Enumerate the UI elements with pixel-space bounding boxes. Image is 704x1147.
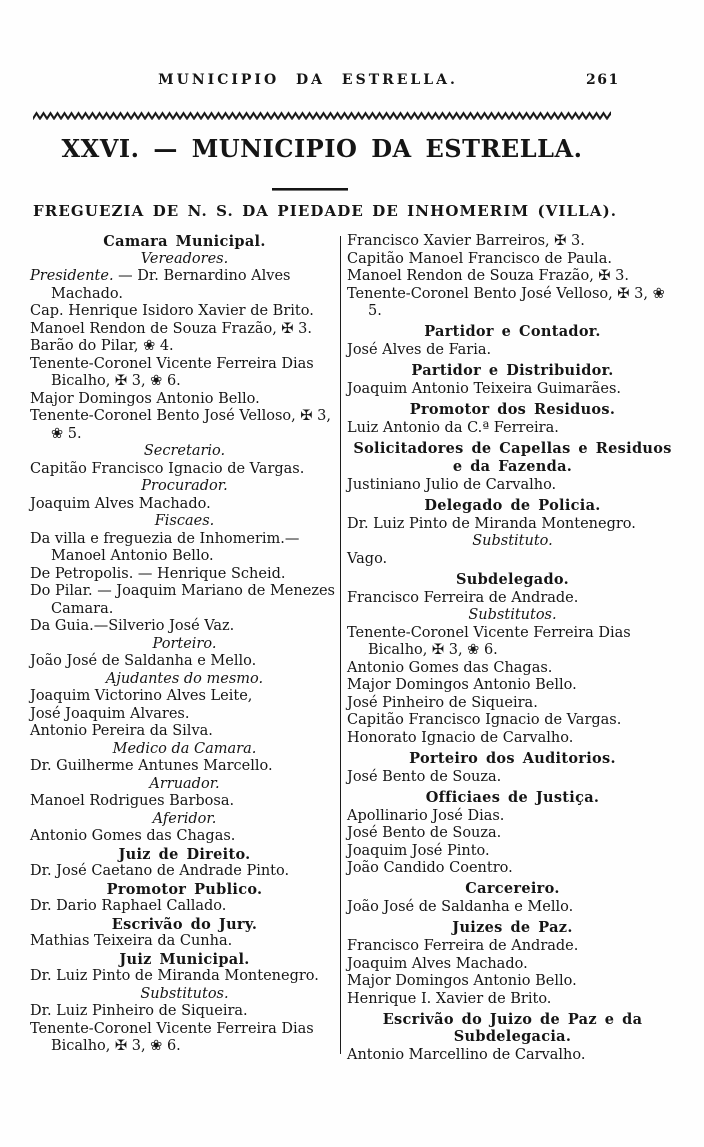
directory-entry: Major Domingos Antonio Bello.	[347, 973, 577, 989]
directory-entry: João José de Saldanha e Mello.	[347, 899, 574, 915]
directory-entry: Dr. Luiz Pinheiro de Siqueira.	[30, 1003, 248, 1019]
directory-entry: Capitão Francisco Ignacio de Vargas.	[347, 712, 622, 728]
directory-entry: Honorato Ignacio de Carvalho.	[347, 729, 574, 746]
directory-entry: Tenente-Coronel Bento José Velloso, ✠ 3, ❀ 5.	[347, 285, 665, 319]
directory-entry: Mathias Teixeira da Cunha.	[30, 933, 233, 949]
directory-entry: Da Guia.—Silverio José Vaz.	[30, 618, 235, 634]
entry-text: — Dr. Bernardino Alves Machado.	[51, 268, 291, 302]
directory-entry: Joaquim Alves Machado.	[30, 495, 211, 512]
directory-entry: José Bento de Souza.	[347, 825, 502, 841]
directory-entry: Vago.	[347, 550, 388, 567]
directory-entry: Manoel Rendon de Souza Frazão, ✠ 3.	[347, 268, 630, 284]
directory-entry	[30, 268, 339, 303]
directory-entry: Francisco Xavier Barreiros, ✠ 3.	[347, 233, 585, 249]
directory-entry: Dr. Luiz Pinto de Miranda Montenegro.	[30, 968, 319, 984]
chapter-title: XXVI. — MUNICIPIO DA ESTRELLA.	[61, 134, 583, 163]
directory-entry: José Alves de Faria.	[347, 342, 492, 358]
directory-entry: Manoel Rodrigues Barbosa.	[30, 793, 235, 809]
office-heading: Juiz de Direito.	[118, 845, 251, 863]
office-subheading: Substituto.	[472, 533, 553, 549]
directory-entry: Henrique I. Xavier de Brito.	[347, 990, 552, 1007]
column-divider	[340, 236, 341, 1054]
office-subheading: Substitutos.	[140, 985, 229, 1002]
right-column	[347, 233, 678, 1065]
office-heading: Escrivão do Jury.	[111, 915, 258, 933]
directory-entry: Tenente-Coronel Bento José Velloso, ✠ 3, ❀ 5.	[30, 408, 331, 442]
directory-entry: José Pinheiro de Siqueira.	[347, 694, 538, 711]
directory-entry: Antonio Pereira da Silva.	[30, 723, 213, 739]
office-subheading: Procurador.	[141, 478, 228, 494]
office-heading: Partidor e Contador.	[424, 323, 601, 340]
directory-entry: Apollinario José Dias.	[347, 807, 505, 824]
directory-entry: Dr. Luiz Pinto de Miranda Montenegro.	[347, 515, 636, 532]
office-subheading: Arruador.	[149, 775, 220, 792]
zigzag-divider-ornament	[33, 111, 611, 121]
directory-entry: Dr. Guilherme Antunes Marcello.	[30, 758, 273, 774]
directory-entry: Manoel Rendon de Souza Frazão, ✠ 3.	[30, 320, 313, 337]
page-number: 261	[586, 72, 620, 88]
office-heading: Juiz Municipal.	[119, 950, 250, 968]
directory-entry: João Candido Coentro.	[347, 860, 513, 876]
directory-entry: Dr. Dario Raphael Callado.	[30, 898, 227, 914]
directory-entry: José Bento de Souza.	[347, 768, 502, 785]
office-heading: Escrivão do Juizo de Paz e da Subdelegacia.	[382, 1010, 643, 1045]
office-subheading: Secretario.	[143, 443, 226, 459]
directory-entry: De Petropolis. — Henrique Scheid.	[30, 565, 286, 582]
directory-entry: Joaquim José Pinto.	[347, 842, 490, 859]
directory-entry: Justiniano Julio de Carvalho.	[347, 476, 557, 493]
directory-entry: João José de Saldanha e Mello.	[30, 653, 257, 669]
office-heading: Partidor e Distribuidor.	[411, 362, 614, 379]
directory-entry: Joaquim Alves Machado.	[347, 955, 528, 972]
directory-entry: Antonio Marcellino de Carvalho.	[347, 1047, 586, 1063]
directory-entry: Tenente-Coronel Vicente Ferreira Dias Bicalho, ✠ 3, ❀ 6.	[347, 624, 631, 658]
office-heading: Porteiro dos Auditorios.	[409, 749, 616, 767]
directory-entry: Francisco Ferreira de Andrade.	[347, 589, 579, 606]
directory-entry: Major Domingos Antonio Bello.	[30, 390, 260, 407]
directory-entry: Capitão Manoel Francisco de Paula.	[347, 250, 612, 267]
directory-entry: Francisco Ferreira de Andrade.	[347, 938, 579, 954]
directory-entry: Cap. Henrique Isidoro Xavier de Brito.	[30, 303, 314, 319]
directory-entry: Luiz Antonio da C.ª Ferreira.	[347, 420, 559, 436]
office-subheading: Porteiro.	[152, 635, 217, 652]
office-heading: Carcereiro.	[465, 880, 560, 897]
office-heading: Juizes de Paz.	[452, 919, 573, 936]
section-title: FREGUEZIA DE N. S. DA PIEDADE DE INHOMERIM (VILLA).	[33, 202, 618, 220]
title-rule-divider	[272, 188, 348, 191]
entry-role-lead: Presidente.	[30, 268, 114, 284]
directory-entry: Dr. José Caetano de Andrade Pinto.	[30, 863, 290, 879]
left-column	[30, 233, 339, 1056]
office-heading: Subdelegado.	[456, 570, 569, 588]
office-subheading: Ajudantes do mesmo.	[105, 670, 264, 687]
running-header: MUNICIPIO DA ESTRELLA.	[158, 72, 458, 88]
directory-entry: Capitão Francisco Ignacio de Vargas.	[30, 460, 305, 477]
office-heading: Officiaes de Justiça.	[425, 788, 600, 806]
office-subheading: Vereadores.	[140, 250, 229, 267]
office-subheading: Aferidor.	[152, 810, 217, 827]
directory-entry: Antonio Gomes das Chagas.	[347, 659, 553, 676]
office-subheading: Fiscaes.	[154, 513, 215, 529]
directory-entry: Tenente-Coronel Vicente Ferreira Dias Bicalho, ✠ 3, ❀ 6.	[30, 355, 314, 389]
office-heading: Solicitadores de Capellas e Residuos e da Fazenda.	[353, 440, 672, 475]
directory-entry: Joaquim Antonio Teixeira Guimarães.	[347, 381, 621, 397]
directory-entry: Antonio Gomes das Chagas.	[30, 828, 236, 844]
directory-entry: Major Domingos Antonio Bello.	[347, 677, 577, 693]
office-heading: Promotor Publico.	[106, 880, 263, 898]
directory-entry: Tenente-Coronel Vicente Ferreira Dias Bicalho, ✠ 3, ❀ 6.	[30, 1020, 314, 1054]
office-heading: Camara Municipal.	[103, 233, 266, 250]
office-subheading: Substitutos.	[468, 607, 557, 623]
office-heading: Promotor dos Residuos.	[409, 401, 616, 418]
directory-entry: José Joaquim Alvares.	[30, 705, 190, 722]
directory-entry: Do Pilar. — Joaquim Mariano de Menezes Camara.	[30, 583, 335, 617]
directory-entry: Joaquim Victorino Alves Leite,	[30, 688, 253, 704]
directory-entry: Da villa e freguezia de Inhomerim.— Manoel Antonio Bello.	[30, 530, 300, 564]
directory-entry: Barão do Pilar, ❀ 4.	[30, 338, 174, 354]
office-heading: Delegado de Policia.	[424, 496, 601, 514]
office-subheading: Medico da Camara.	[112, 740, 257, 757]
